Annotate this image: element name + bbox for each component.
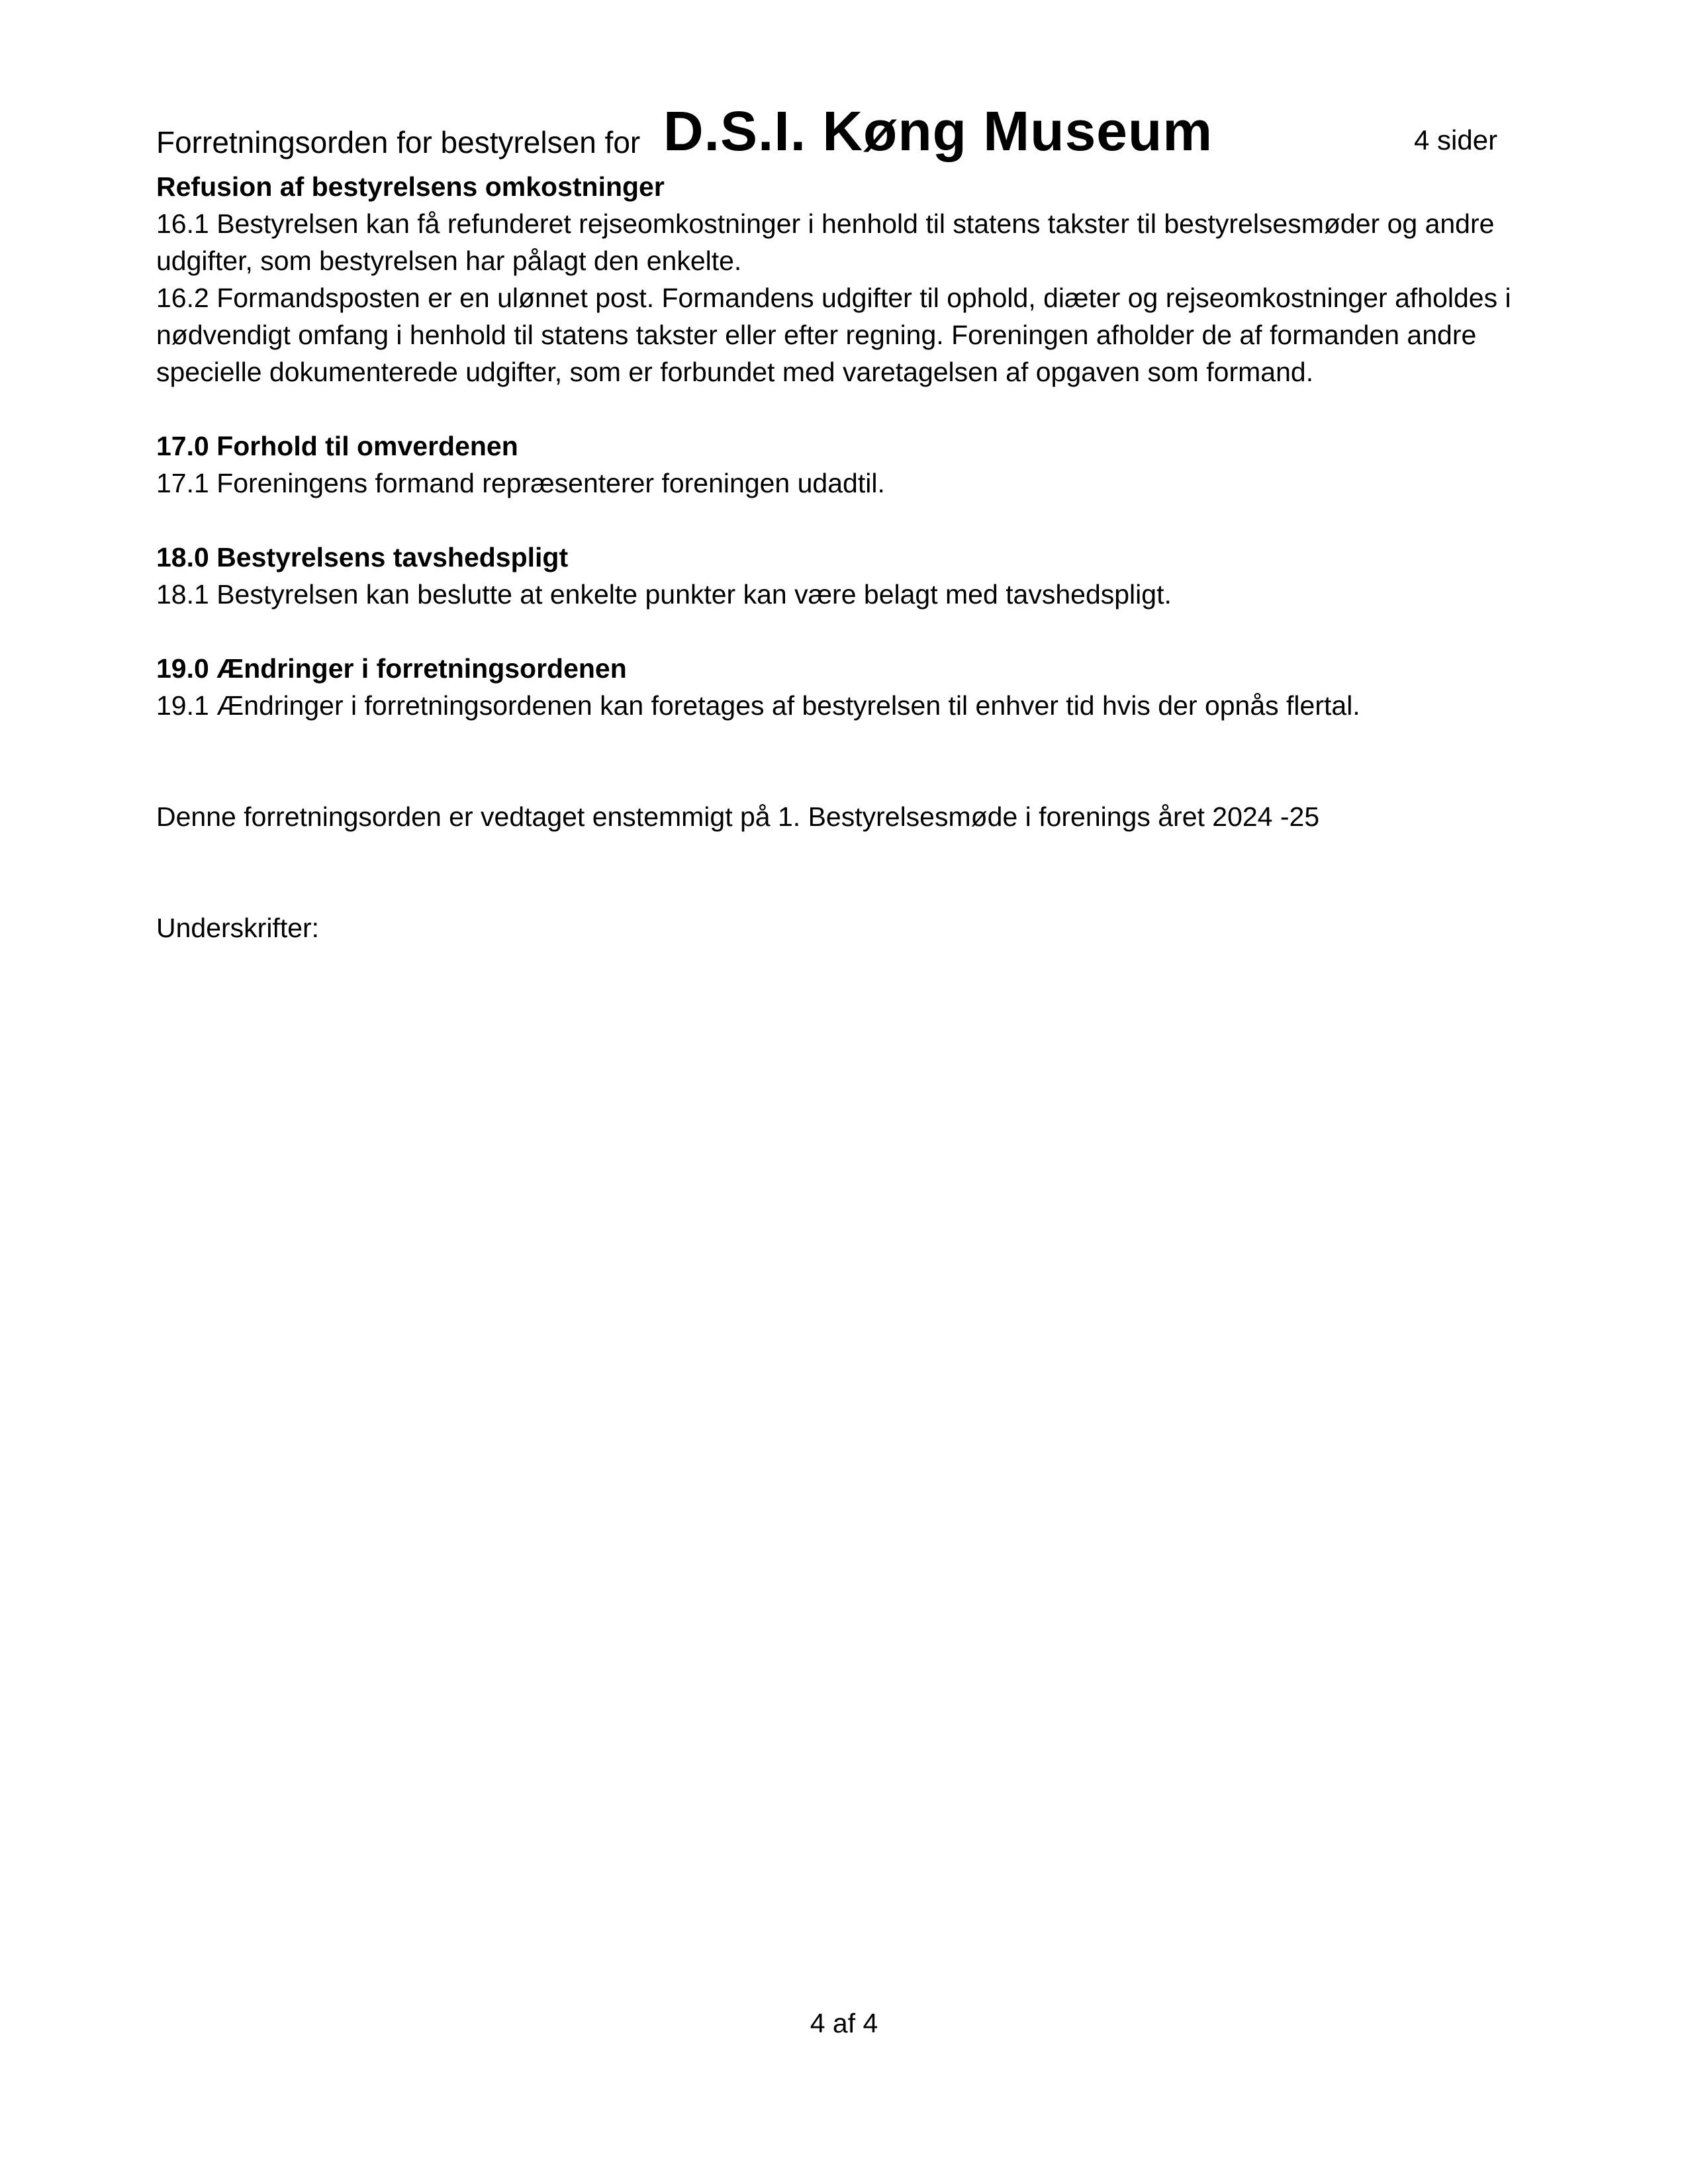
section-heading: 17.0 Forhold til omverdenen [156, 431, 518, 461]
section-19 [156, 650, 1546, 724]
section-17 [156, 428, 1546, 502]
spacer [156, 613, 1546, 650]
page-footer [0, 2008, 1688, 2039]
header-page-count: 4 sider [1414, 124, 1498, 156]
adoption-note: Denne forretningsorden er vedtaget enstemmigt på 1. Bestyrelsesmøde i forenings året 2024 -25 [156, 801, 1320, 832]
paragraph-17-1: 17.1 Foreningens formand repræsenterer foreningen udadtil. [156, 468, 885, 498]
section-heading: 18.0 Bestyrelsens tavshedspligt [156, 542, 569, 572]
paragraph-16-2: 16.2 Formandsposten er en ulønnet post. Formandens udgifter til ophold, diæter og rejseomkostninger afholdes i nødvendigt omfang i henhold til statens takster eller efter regning. Foreningen afholder de af formanden andre specielle dokumenterede udgifter, som er forbundet med varetagelsen af opgaven som formand. [156, 283, 1511, 387]
footer-page-number: 4 af 4 [810, 2008, 878, 2038]
section-heading: Refusion af bestyrelsens omkostninger [156, 171, 665, 202]
paragraph-16-1: 16.1 Bestyrelsen kan få refunderet rejseomkostninger i henhold til statens takster til bestyrelsesmøder og andre udgifter, som bestyrelsen har pålagt den enkelte. [156, 208, 1495, 276]
spacer [156, 502, 1546, 539]
section-heading: 19.0 Ændringer i forretningsordenen [156, 653, 627, 684]
spacer [156, 835, 1546, 909]
section-refusion [156, 168, 1546, 390]
header-subtitle: Forretningsorden for bestyrelsen for [156, 125, 641, 159]
paragraph-19-1: 19.1 Ændringer i forretningsordenen kan foretages af bestyrelsen til enhver tid hvis der opnås flertal. [156, 690, 1360, 721]
document-body [156, 168, 1546, 946]
paragraph-18-1: 18.1 Bestyrelsen kan beslutte at enkelte punkter kan være belagt med tavshedspligt. [156, 579, 1172, 610]
spacer [156, 390, 1546, 428]
header-title: D.S.I. Køng Museum [663, 100, 1213, 162]
section-18 [156, 539, 1546, 613]
spacer [156, 724, 1546, 798]
page-header [156, 99, 1540, 172]
signatures-label: Underskrifter: [156, 913, 320, 943]
